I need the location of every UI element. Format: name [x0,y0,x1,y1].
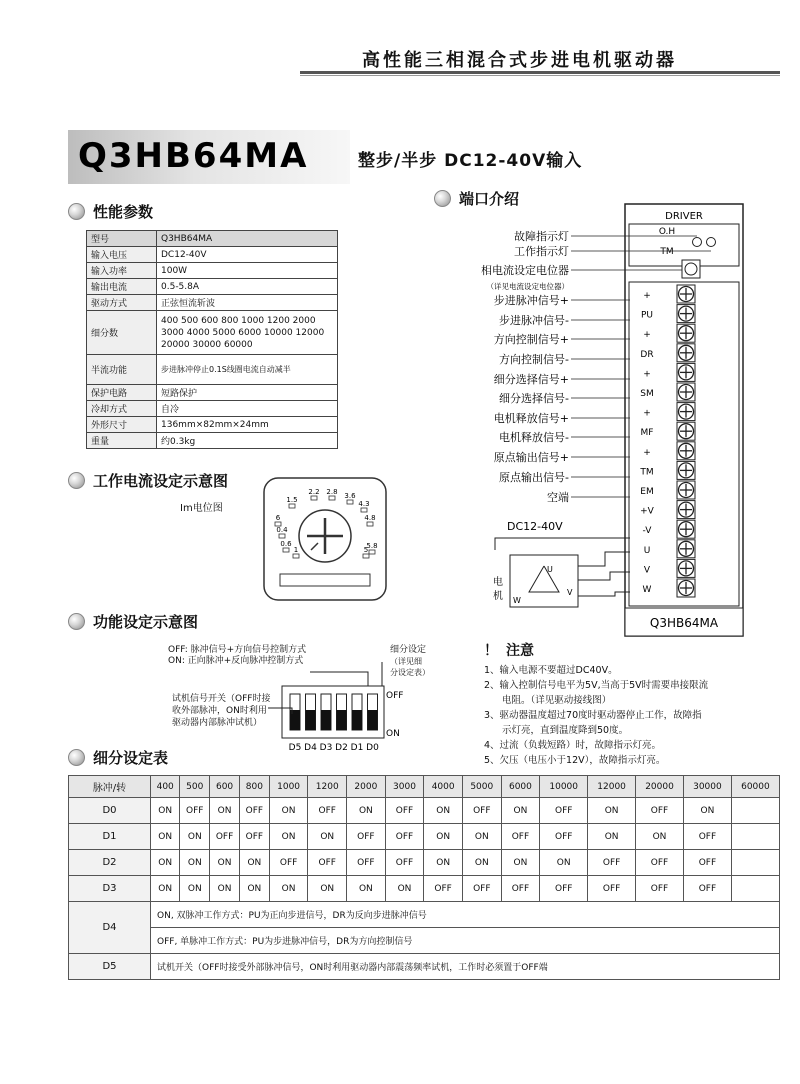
spec-key: 型号 [87,231,157,247]
terminal-label: +V [640,506,654,517]
subdivision-cell: ON [636,824,684,850]
spec-row [87,385,338,401]
subdivision-text-cell: ON, 双脉冲工作方式：PU为正向步进信号，DR为反向步进脉冲信号 [151,902,780,928]
dip-switch [335,694,348,753]
subdivision-cell: ON [180,824,210,850]
spec-value: 步进脉冲停止0.1S线圈电流自动减半 [157,355,338,385]
pot-base [280,574,370,586]
spec-row [87,433,338,449]
header-rule-thin [300,75,780,76]
subdivision-cell: OFF [683,876,731,902]
pot-tick-label: 6 [275,514,281,522]
pot-tick-mark [283,548,289,552]
subdivision-cell: ON [269,824,308,850]
subdivision-cell: OFF [385,850,424,876]
dip-on-label: ON [386,729,400,739]
pot-tick-label: 1.5 [286,496,298,504]
note-item: 示灯亮，直到温度降到50度。 [502,725,629,736]
dip-switch [351,694,364,753]
spec-value: 约0.3kg [157,433,338,449]
oh-label: O.H [658,227,676,237]
subdivision-cell: OFF [588,850,636,876]
subdivision-header-cell: 12000 [588,776,636,798]
section-bullet-icon [68,749,85,766]
subdivision-cell: OFF [683,850,731,876]
terminal-label: + [643,330,651,341]
spec-key: 输入功率 [87,263,157,279]
port-label: 细分选择信号+ [493,373,569,386]
terminal-label: + [643,447,651,458]
subdivision-cell: OFF [462,876,501,902]
subdivision-cell: OFF [347,824,386,850]
spec-value: 136mm×82mm×24mm [157,417,338,433]
dip-sub-line2: （详见细 [390,657,422,666]
dip-switch-diagram [160,660,420,755]
notes-list [484,663,784,768]
spec-value: DC12-40V [157,247,338,263]
subdivision-header-cell: 600 [210,776,240,798]
subdivision-cell: ON [462,824,501,850]
spec-row [87,295,338,311]
wire-u [578,552,630,566]
dip-lever [368,710,378,730]
subdivision-header-cell: 500 [180,776,210,798]
subdivision-row [69,850,780,876]
subdivision-header-cell: 3000 [385,776,424,798]
subdivision-cell: ON [540,850,588,876]
subdivision-cell: OFF [540,798,588,824]
subdivision-cell: ON [180,850,210,876]
dip-lever [321,710,331,730]
port-label: 细分选择信号- [499,392,569,405]
spec-value: 100W [157,263,338,279]
motor-phase-v: V [567,588,573,597]
subdivision-header-cell: 60000 [731,776,779,798]
subdivision-cell: OFF [424,876,463,902]
subdivision-header-cell: 1000 [269,776,308,798]
note-item: 5、欠压（电压小于12V），故障指示灯亮。 [484,755,666,766]
port-label: DC12-40V [507,520,563,533]
subdivision-cell: ON [151,876,180,902]
spec-value: 正弦恒流斩波 [157,295,338,311]
section-subdivision [68,747,168,768]
dip-off-line: OFF: 脉冲信号+方向信号控制方式 [168,645,307,655]
subdivision-cell: ON [424,824,463,850]
spec-value: Q3HB64MA [157,231,338,247]
dip-switch-label: D5 [288,743,302,753]
pot-tick-mark [367,522,373,526]
tm-label: TM [660,247,674,257]
note-item: 3、驱动器温度超过70度时驱动器停止工作，故障指 [484,710,702,721]
subdivision-header-cell: 20000 [636,776,684,798]
pot-tick-label: 5.8 [366,542,378,550]
subdivision-row-d4-on [69,902,780,928]
dip-switch [320,694,333,753]
dip-switch-label: D2 [335,743,348,753]
subdivision-cell: ON [308,876,347,902]
subdivision-text-cell: 试机开关（OFF时接受外部脉冲信号，ON时利用驱动器内部震荡频率试机，工作时必须置于OFF端 [151,954,780,980]
port-label: 方向控制信号- [499,353,569,366]
wire-dc [495,538,630,550]
subdivision-cell: OFF [501,824,540,850]
pot-tick-label: 2.8 [326,488,338,496]
terminal-label: SM [640,389,654,399]
subdivision-cell: ON [239,850,269,876]
subdivision-header-row [69,776,780,798]
terminal-label: W [642,585,652,595]
port-diagram [455,200,785,640]
dip-test-line2: 收外部脉冲，ON时利用 [172,706,267,716]
subdivision-cell: ON [180,876,210,902]
pot-tick-mark [347,500,353,504]
subdivision-header-cell: 6000 [501,776,540,798]
pot-tick-label: 3.6 [344,492,356,500]
pot-tick-label: 4.8 [364,514,376,522]
dip-leader-mode [310,672,368,686]
model-subtitle: 整步/半步 DC12-40V输入 [358,151,583,171]
header-rule [300,71,780,74]
terminal-label: U [643,545,651,556]
section-bullet-icon [68,472,85,489]
terminal-label: TM [640,467,654,478]
subdivision-cell: ON [588,824,636,850]
subdivision-header-cell: 10000 [540,776,588,798]
section-bullet-icon [68,613,85,630]
port-label: 电机释放信号+ [493,412,569,425]
port-label: 原点输出信号- [499,471,569,484]
spec-key: 外形尺寸 [87,417,157,433]
note-item: 4、过流（负载短路）时，故障指示灯亮。 [484,740,662,751]
pot-tick-label: 2.2 [308,488,320,496]
pot-tick-mark [289,504,295,508]
dip-switch [289,694,302,753]
section-bullet-icon [434,190,451,207]
subdivision-cell [731,798,779,824]
subdivision-cell: OFF [588,876,636,902]
subdivision-cell: OFF [462,798,501,824]
subdivision-header-cell: 5000 [462,776,501,798]
pot-tick-mark [279,534,285,538]
wire-w [578,592,630,596]
subdivision-row-label: D0 [69,798,151,824]
subdivision-cell: ON [424,798,463,824]
pot-diagram [262,476,388,602]
subdivision-cell: OFF [636,850,684,876]
subdivision-cell: OFF [540,876,588,902]
subdivision-table [68,775,780,980]
subdivision-cell: ON [308,824,347,850]
spec-key: 输入电压 [87,247,157,263]
terminal-label: + [643,291,651,301]
spec-key: 保护电路 [87,385,157,401]
spec-key: 半流功能 [87,355,157,385]
subdivision-cell: ON [501,850,540,876]
motor-label-2: 机 [493,591,503,602]
terminal-label: DR [640,349,654,360]
section-notes-title: 注意 [506,643,534,659]
dip-test-line3: 驱动器内部脉冲试机） [172,718,263,728]
model-plate-label: Q3HB64MA [649,616,719,630]
spec-row [87,263,338,279]
spec-value: 400 500 600 800 1000 1200 2000 3000 4000 5000 6000 10000 12000 20000 30000 60000 [157,311,338,355]
subdivision-row-label: D2 [69,850,151,876]
terminal-label: PU [640,310,654,321]
dip-switch-label: D4 [304,743,317,753]
port-label: 原点输出信号+ [493,451,569,464]
dip-sub-line3: 分设定表） [390,668,430,677]
dip-lever [352,710,362,730]
current-pot-icon [685,263,697,275]
subdivision-row-d4-off [69,928,780,954]
page-header-title: 高性能三相混合式步进电机驱动器 [362,50,677,71]
subdivision-header-cell: 2000 [347,776,386,798]
terminal-label: + [643,369,651,380]
port-label: 电机释放信号- [499,431,569,444]
port-label: 故障指示灯 [514,230,569,243]
subdivision-header-cell: 400 [151,776,180,798]
subdivision-row-label: D3 [69,876,151,902]
terminal-label: MF [640,428,654,439]
dip-switch [366,694,379,753]
spec-row [87,279,338,295]
driver-label: DRIVER [665,211,703,222]
subdivision-text-cell: OFF, 单脉冲工作方式：PU为步进脉冲信号，DR为方向控制信号 [151,928,780,954]
port-label: 方向控制信号+ [493,333,569,346]
dip-sub-line1: 细分设定 [390,645,427,655]
subdivision-cell: OFF [636,876,684,902]
dip-test-line1: 试机信号开关（OFF时接 [172,694,271,704]
subdivision-cell: ON [269,876,308,902]
subdivision-cell: OFF [540,824,588,850]
work-led-icon [707,238,716,247]
subdivision-cell: ON [151,824,180,850]
spec-value: 短路保护 [157,385,338,401]
pot-tick-mark [329,496,335,500]
subdivision-cell [731,824,779,850]
port-label: 步进脉冲信号- [499,314,569,327]
spec-row [87,401,338,417]
pot-tick-label: 4.3 [358,500,370,508]
pot-tick-label: 0.4 [276,526,288,534]
section-function [68,611,198,632]
port-label: （详见电流设定电位器） [486,282,569,291]
subdivision-cell: ON [385,876,424,902]
pot-tick-mark [369,550,375,554]
subdivision-cell [731,876,779,902]
spec-key: 冷却方式 [87,401,157,417]
subdivision-row-label: D1 [69,824,151,850]
note-item: 1、输入电源不要超过DC40V。 [484,665,618,676]
pot-tick-label: 0.6 [280,540,292,548]
subdivision-cell: ON [239,876,269,902]
spec-table [86,230,338,449]
spec-row [87,417,338,433]
spec-row [87,311,338,355]
subdivision-header-cell: 4000 [424,776,463,798]
subdivision-cell: ON [210,798,240,824]
pot-tick-mark [363,554,369,558]
subdivision-row-label: D4 [69,902,151,954]
model-title-band [68,130,350,184]
subdivision-cell: OFF [210,824,240,850]
section-subdivision-title: 细分设定表 [93,749,169,767]
subdivision-cell: OFF [239,824,269,850]
spec-row [87,247,338,263]
fault-led-icon [693,238,702,247]
motor-phase-w: W [513,596,521,605]
dip-switch-label: D3 [319,743,333,753]
terminal-label: V [643,565,651,576]
pot-tick-mark [361,508,367,512]
model-title: Q3HB64MA [78,136,309,176]
subdivision-cell: ON [347,876,386,902]
section-current-title: 工作电流设定示意图 [93,472,229,490]
dip-switch-label: D0 [366,743,379,753]
subdivision-cell: OFF [180,798,210,824]
section-current [68,470,228,491]
dip-switch-label: D1 [350,743,364,753]
dip-switch [304,694,317,753]
spec-key: 驱动方式 [87,295,157,311]
note-item: 电阻。（详见驱动接线图） [502,695,612,706]
spec-key: 重量 [87,433,157,449]
subdivision-header-cell: 30000 [683,776,731,798]
terminal-label: -V [642,526,652,537]
dip-on-line: ON: 正向脉冲+反向脉冲控制方式 [168,656,304,666]
subdivision-cell: OFF [636,798,684,824]
spec-row [87,355,338,385]
subdivision-header-cell: 脉冲/转 [69,776,151,798]
spec-key: 输出电流 [87,279,157,295]
port-label: 相电流设定电位器 [481,264,569,277]
spec-key: 细分数 [87,311,157,355]
subdivision-cell: OFF [501,876,540,902]
subdivision-cell [731,850,779,876]
subdivision-cell: OFF [385,824,424,850]
subdivision-cell: ON [269,798,308,824]
subdivision-row [69,876,780,902]
subdivision-cell: OFF [308,850,347,876]
terminal-label: EM [640,487,654,497]
spec-value: 0.5-5.8A [157,279,338,295]
subdivision-row [69,824,780,850]
subdivision-header-cell: 800 [239,776,269,798]
subdivision-header-cell: 1200 [308,776,347,798]
subdivision-cell: ON [501,798,540,824]
port-label: 工作指示灯 [514,245,569,258]
subdivision-cell: ON [588,798,636,824]
pot-tick-mark [311,496,317,500]
pot-tick-mark [293,554,299,558]
note-item: 2、输入控制信号电平为5V,当高于5V时需要串接限流 [484,680,709,691]
dip-lever [306,710,316,730]
section-notes [484,640,534,660]
wire-v [578,572,630,580]
subdivision-cell: ON [210,850,240,876]
spec-row [87,231,338,247]
page-header [300,40,720,80]
subdivision-cell: ON [424,850,463,876]
dip-off-label: OFF [386,691,404,701]
motor-label-1: 电 [493,577,503,588]
subdivision-cell: OFF [385,798,424,824]
im-caption: Im电位图 [180,503,223,514]
subdivision-cell: OFF [683,824,731,850]
motor-phase-u: U [547,565,553,574]
subdivision-cell: ON [151,850,180,876]
spec-value: 自冷 [157,401,338,417]
section-bullet-icon [68,203,85,220]
subdivision-row-label: D5 [69,954,151,980]
subdivision-cell: ON [683,798,731,824]
subdivision-cell: ON [462,850,501,876]
subdivision-cell: OFF [308,798,347,824]
section-performance [68,201,153,222]
terminal-label: + [643,408,651,419]
pot-tick-label: 1 [293,546,299,554]
subdivision-cell: ON [347,798,386,824]
subdivision-cell: ON [151,798,180,824]
notes-warning-icon: ！ [484,643,498,659]
section-performance-title: 性能参数 [93,203,154,221]
port-label: 步进脉冲信号+ [493,294,569,307]
section-ports-title: 端口介绍 [459,190,520,208]
subdivision-row [69,798,780,824]
subdivision-row-d5 [69,954,780,980]
dip-lever [337,710,347,730]
port-label: 空端 [547,491,569,504]
subdivision-cell: OFF [239,798,269,824]
section-function-title: 功能设定示意图 [93,613,199,631]
subdivision-cell: ON [210,876,240,902]
subdivision-cell: OFF [347,850,386,876]
pot-tick-label: 5 [363,546,369,554]
subdivision-cell: OFF [269,850,308,876]
